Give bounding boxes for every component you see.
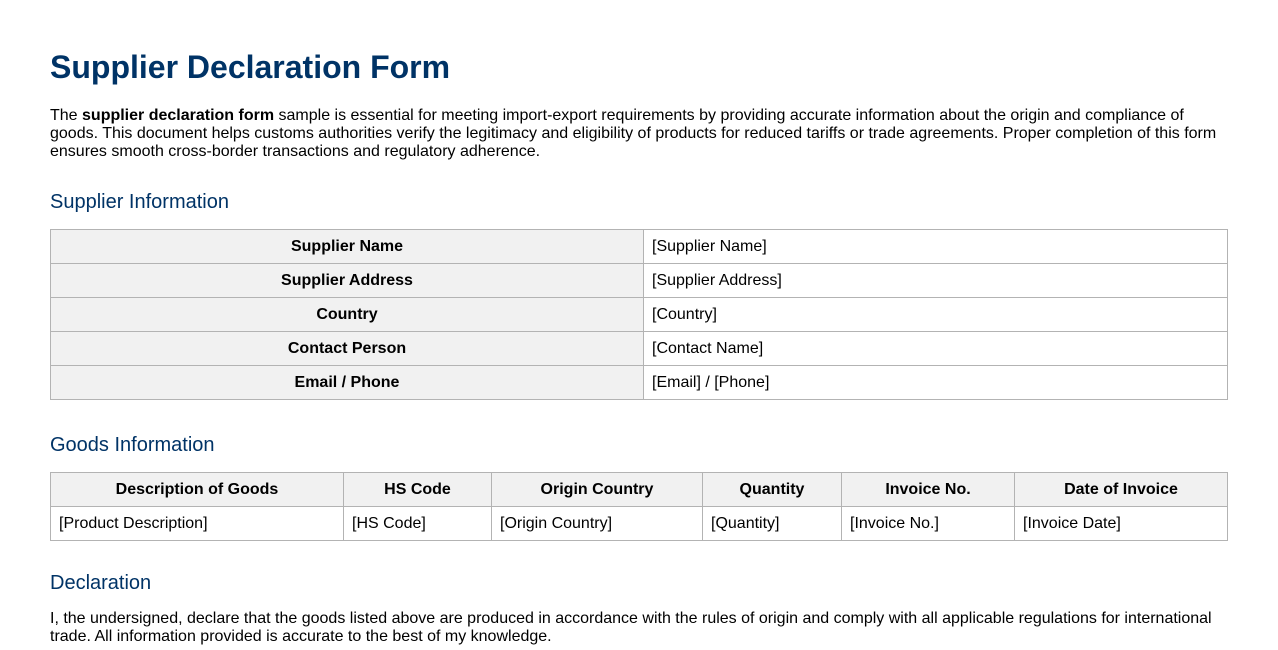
column-header: HS Code xyxy=(344,473,492,507)
column-header: Date of Invoice xyxy=(1015,473,1228,507)
table-row xyxy=(51,332,1228,366)
table-row xyxy=(51,230,1228,264)
column-header: Description of Goods xyxy=(51,473,344,507)
declaration-text: I, the undersigned, declare that the goods listed above are produced in accordance with the rules of origin and comply with all applicable regulations for international trade. All information provided is accurate to the best of my knowledge. xyxy=(50,610,1212,645)
intro-rest: sample is essential for meeting import-export requirements by providing accurate information about the origin and compliance of goods. This document helps customs authorities verify the legitimacy and eligibility of products for reduced tariffs or trade agreements. Proper completion of this form ensures smooth cross-border transactions and regulatory adherence. xyxy=(50,107,1217,160)
row-label: Email / Phone xyxy=(51,366,644,400)
table-row xyxy=(51,298,1228,332)
row-label: Contact Person xyxy=(51,332,644,366)
cell-quantity[interactable]: [Quantity] xyxy=(703,507,842,541)
goods-heading: Goods Information xyxy=(50,434,215,456)
column-header: Origin Country xyxy=(492,473,703,507)
table-row xyxy=(51,366,1228,400)
table-header-row xyxy=(51,473,1228,507)
row-value[interactable]: [Supplier Address] xyxy=(644,264,1228,298)
column-header: Quantity xyxy=(703,473,842,507)
row-label: Supplier Address xyxy=(51,264,644,298)
cell-hs-code[interactable]: [HS Code] xyxy=(344,507,492,541)
row-value[interactable]: [Country] xyxy=(644,298,1228,332)
column-header: Invoice No. xyxy=(842,473,1015,507)
intro-paragraph xyxy=(50,107,1228,161)
intro-bold: supplier declaration form xyxy=(82,107,275,124)
cell-description[interactable]: [Product Description] xyxy=(51,507,344,541)
page-title: Supplier Declaration Form xyxy=(50,49,451,85)
row-value[interactable]: [Contact Name] xyxy=(644,332,1228,366)
cell-invoice-date[interactable]: [Invoice Date] xyxy=(1015,507,1228,541)
row-label: Supplier Name xyxy=(51,230,644,264)
row-value[interactable]: [Supplier Name] xyxy=(644,230,1228,264)
supplier-heading: Supplier Information xyxy=(50,191,229,213)
table-row xyxy=(51,507,1228,541)
supplier-table xyxy=(50,229,1228,400)
row-value[interactable]: [Email] / [Phone] xyxy=(644,366,1228,400)
cell-invoice-no[interactable]: [Invoice No.] xyxy=(842,507,1015,541)
table-row xyxy=(51,264,1228,298)
declaration-heading: Declaration xyxy=(50,572,152,594)
goods-table xyxy=(50,472,1228,541)
cell-origin-country[interactable]: [Origin Country] xyxy=(492,507,703,541)
row-label: Country xyxy=(51,298,644,332)
intro-prefix: The xyxy=(50,107,83,124)
